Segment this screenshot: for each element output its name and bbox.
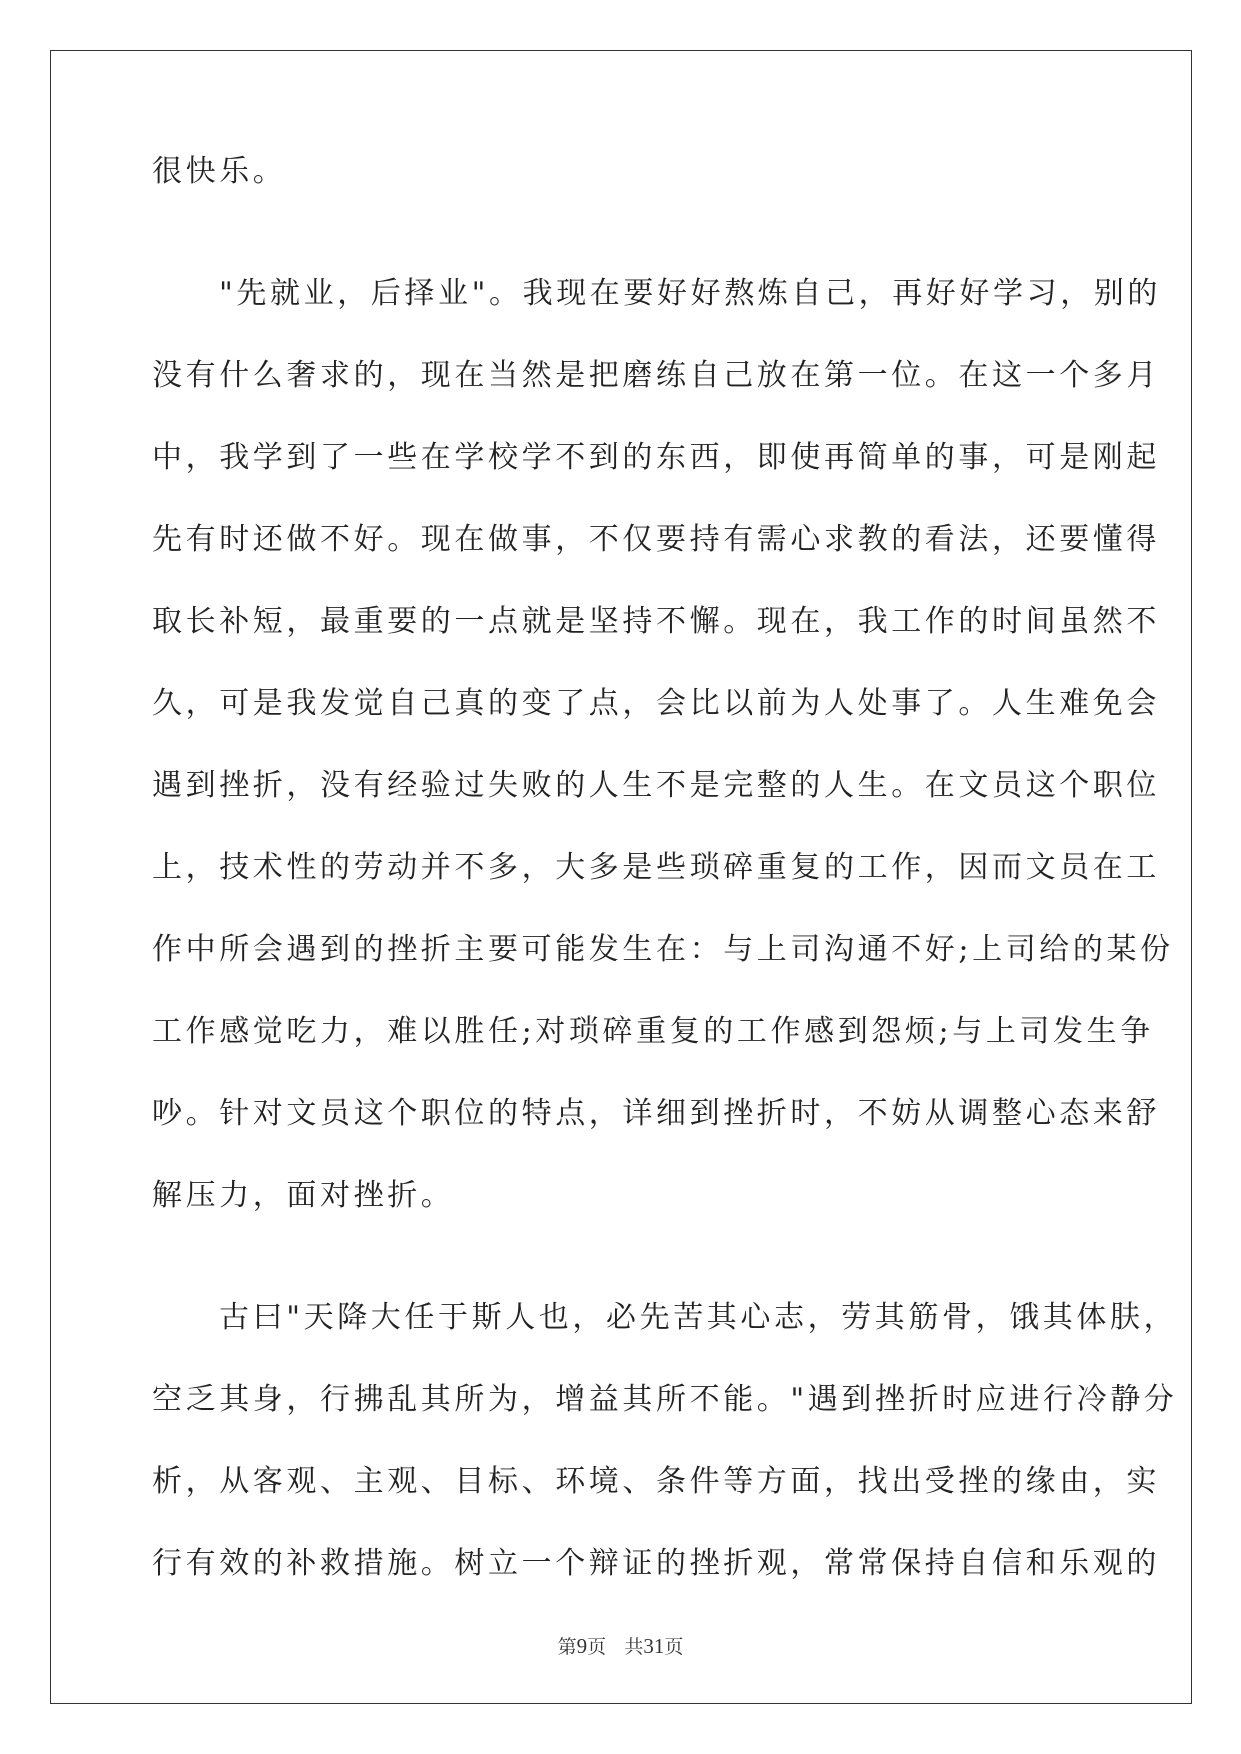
text-line: 先有时还做不好。现在做事，不仅要持有需心求教的看法，还要懂得 — [152, 522, 1160, 557]
text-line: 解压力，面对挫折。 — [152, 1178, 455, 1213]
text-line: "先就业，后择业"。我现在要好好熬炼自己，再好好学习，别的 — [219, 276, 1161, 311]
text-line: 取长补短，最重要的一点就是坚持不懈。现在，我工作的时间虽然不 — [152, 604, 1160, 639]
document-body — [152, 154, 1178, 1631]
text-line: 作中所会遇到的挫折主要可能发生在：与上司沟通不好;上司给的某份 — [152, 932, 1174, 967]
text-line: 古曰"天降大任于斯人也，必先苦其心志，劳其筋骨，饿其体肤， — [219, 1300, 1178, 1335]
total-pages: 31 — [643, 1634, 665, 1658]
text-line: 久，可是我发觉自己真的变了点，会比以前为人处事了。人生难免会 — [152, 686, 1160, 721]
text-line: 遇到挫折，没有经验过失败的人生不是完整的人生。在文员这个职位 — [152, 768, 1160, 803]
footer-total-prefix: 共 — [624, 1636, 644, 1658]
footer-prefix: 第 — [557, 1636, 577, 1658]
text-line: 中，我学到了一些在学校学不到的东西，即使再简单的事，可是刚起 — [152, 440, 1160, 475]
text-line: 析，从客观、主观、目标、环境、条件等方面，找出受挫的缘由，实 — [152, 1464, 1160, 1499]
footer-page-suffix: 页 — [587, 1636, 607, 1658]
text-line: 工作感觉吃力，难以胜任;对琐碎重复的工作感到怨烦;与上司发生争 — [152, 1014, 1154, 1049]
text-line: 没有什么奢求的，现在当然是把磨练自己放在第一位。在这一个多月 — [152, 358, 1160, 393]
page-number: 9 — [576, 1634, 588, 1658]
text-line: 空乏其身，行拂乱其所为，增益其所不能。"遇到挫折时应进行冷静分 — [152, 1382, 1178, 1417]
text-line: 行有效的补救措施。树立一个辩证的挫折观，常常保持自信和乐观的 — [152, 1546, 1160, 1581]
footer-total-suffix: 页 — [664, 1636, 684, 1658]
page-footer — [0, 1632, 1241, 1659]
text-line: 很快乐。 — [152, 154, 287, 189]
text-line: 吵。针对文员这个职位的特点，详细到挫折时，不妨从调整心态来舒 — [152, 1096, 1160, 1131]
text-line: 上，技术性的劳动并不多，大多是些琐碎重复的工作，因而文员在工 — [152, 850, 1160, 885]
